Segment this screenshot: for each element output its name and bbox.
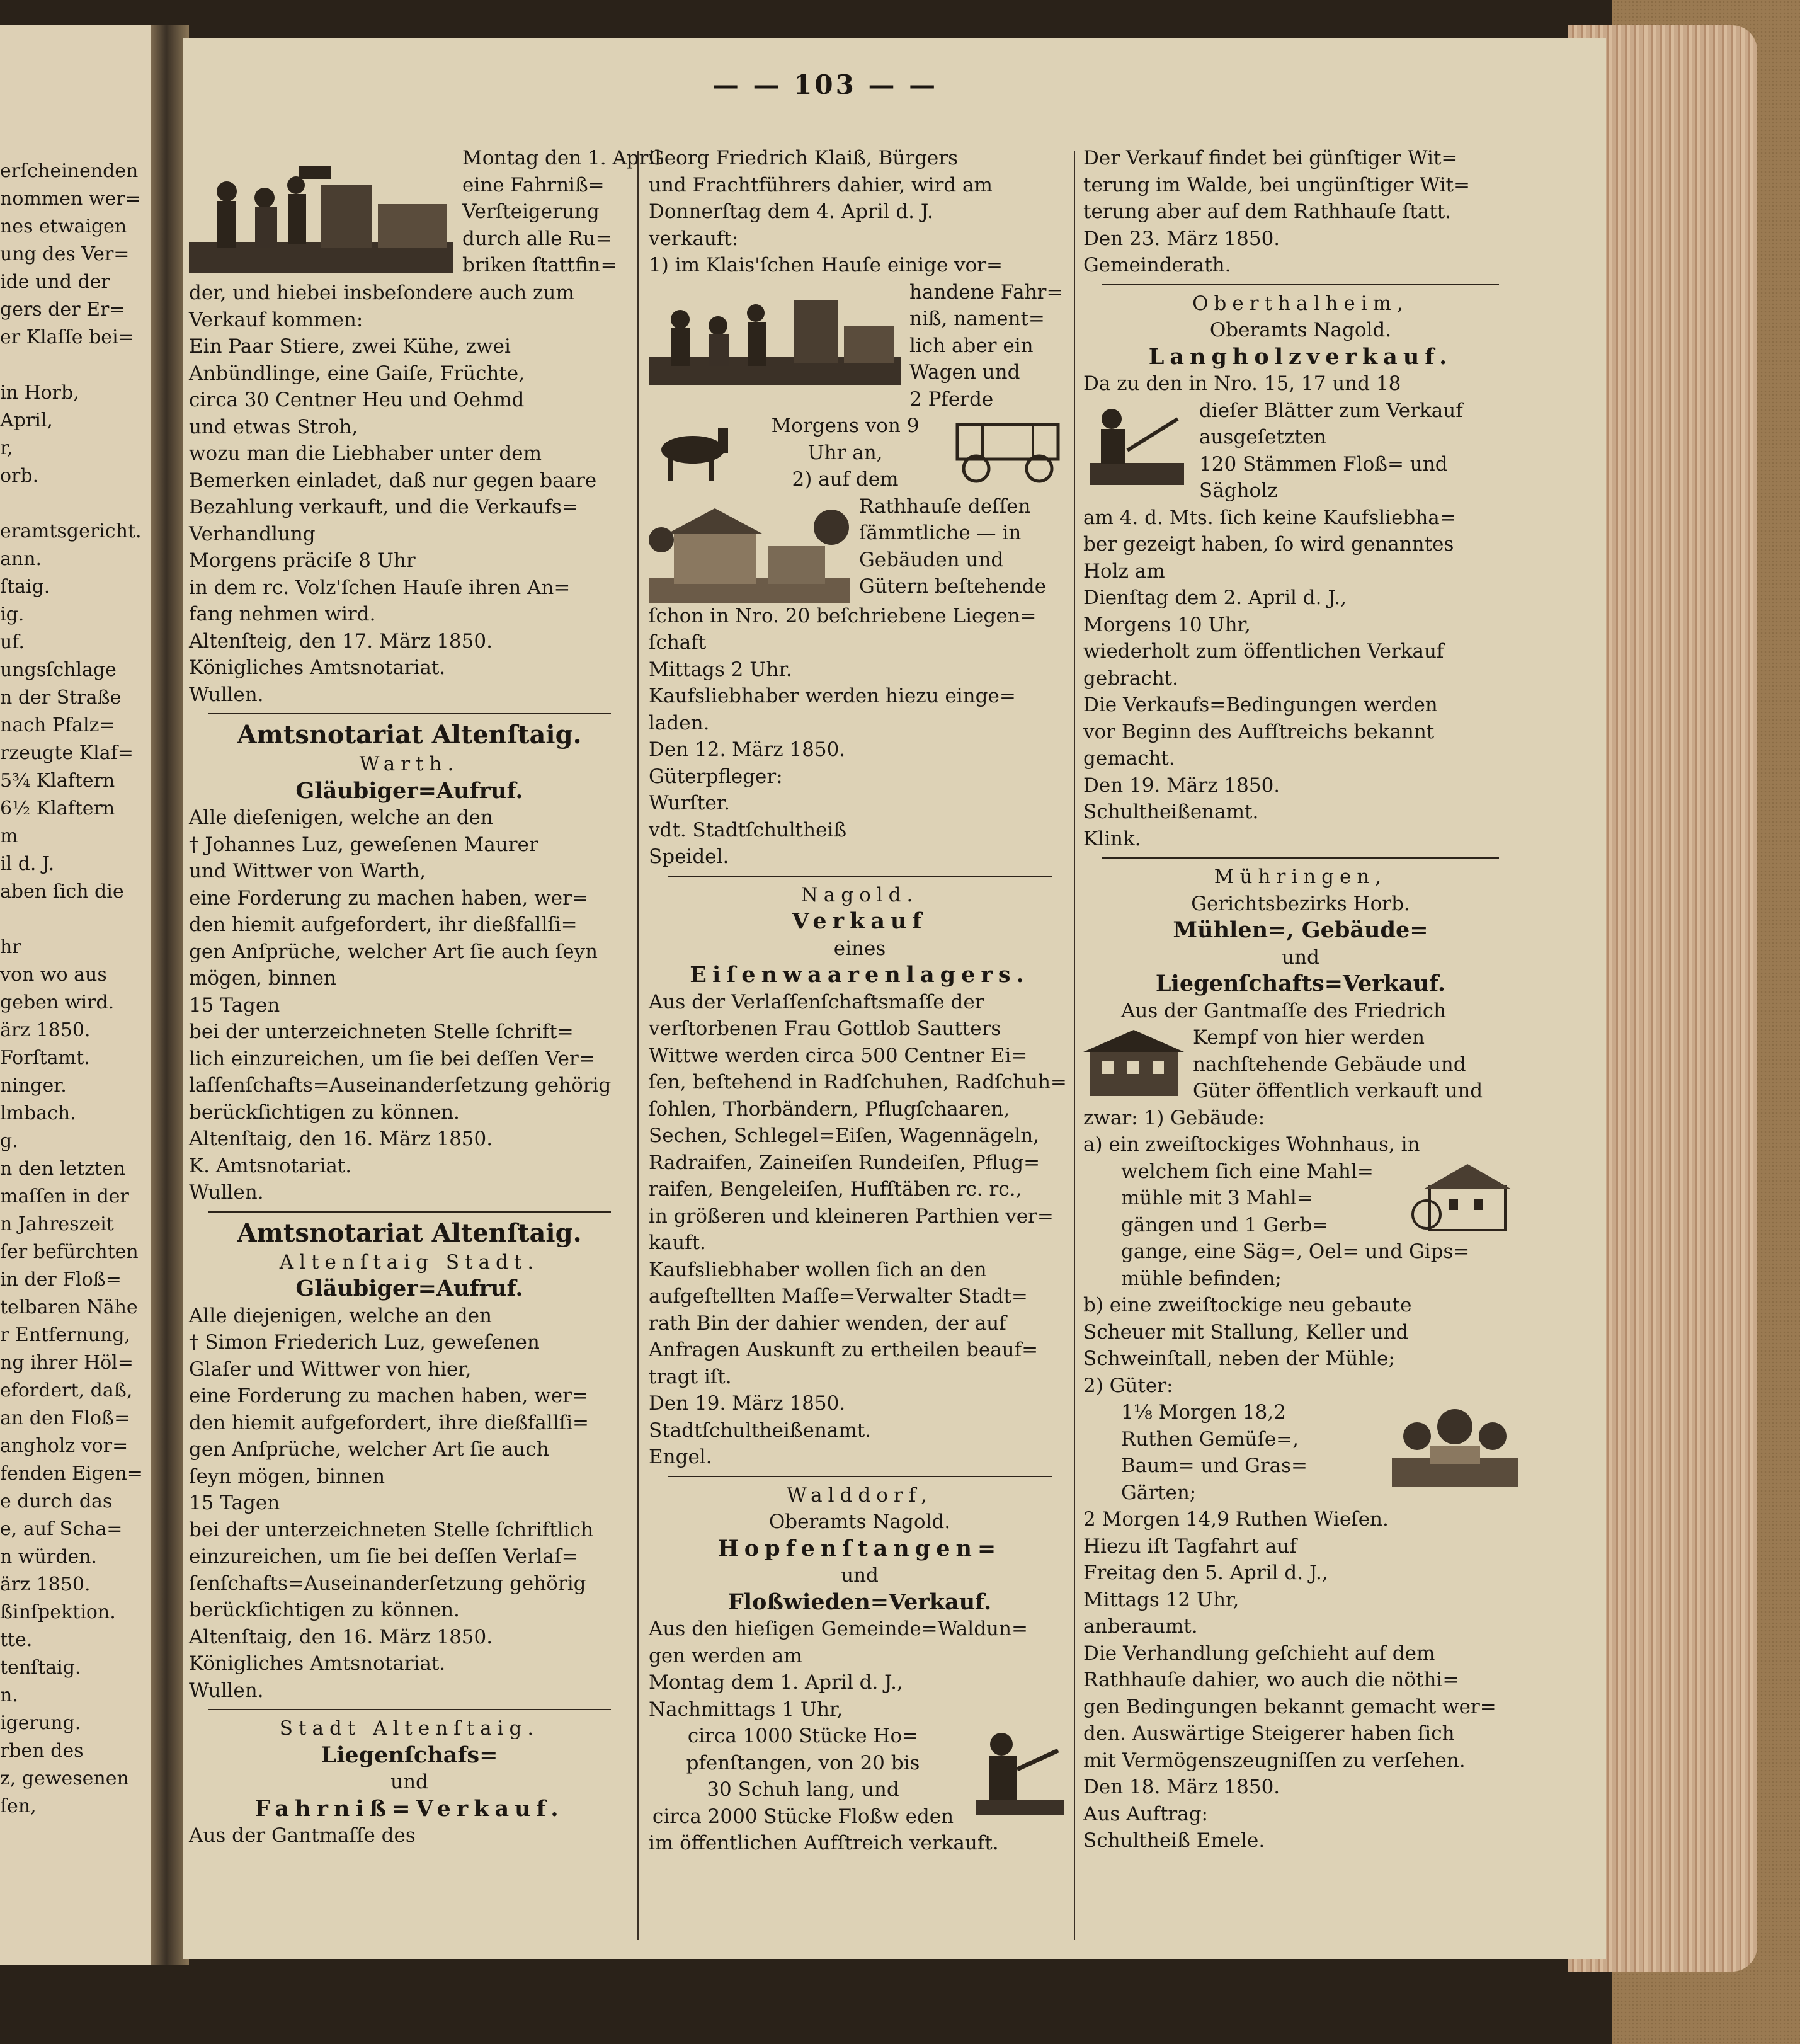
text-line: 1⅛ Morgen 18,2 (1121, 1401, 1286, 1424)
notice-glaeubiger-warth (189, 719, 630, 1206)
prev-page-line: nes etwaigen (0, 215, 127, 237)
prev-page-line: ng ihrer Höl= (0, 1352, 134, 1374)
text-line: Stadtſchultheißenamt. (649, 1419, 872, 1442)
text-line: Montag dem 1. April d. J., (649, 1671, 903, 1694)
notice-verkauf-wald (1083, 145, 1518, 279)
text-line: Verhandlung (189, 522, 316, 545)
text-line: Sägholz (1199, 479, 1278, 502)
column-rule-1 (637, 151, 639, 1940)
text-line: ſämmtliche — in (859, 522, 1022, 544)
text-line: Rathhauſe deſſen (859, 494, 1031, 518)
prev-page-line (0, 351, 154, 379)
text-line: 2 Pferde (909, 387, 994, 411)
text-line: b) eine zweiſtockige neu gebaute (1083, 1294, 1412, 1316)
text-line: Gebäuden und (859, 548, 1004, 571)
text-line: gange, eine Säg=, Oel= und Gips= (1121, 1240, 1470, 1263)
text-line: a) ein zweiſtockiges Wohnhaus, in (1083, 1133, 1420, 1156)
notice-heading: Eiſenwaarenlagers. (690, 962, 1030, 988)
notice-liegenschafts-verkauf (189, 1715, 630, 1849)
notice-heading: Floßwieden=Verkauf. (727, 1589, 992, 1615)
notice-heading: Mühlen=, Gebäude= (1173, 917, 1428, 943)
text-line: gen Anſprüche, welcher Art ſie auch (189, 1438, 549, 1461)
text-line: und etwas Stroh, (189, 415, 358, 438)
prev-page-line: ſer befürchten (0, 1241, 139, 1263)
text-line: bei der unterzeichneten Stelle ſchriftlich (189, 1518, 593, 1541)
prev-page-line: von wo aus (0, 964, 107, 986)
prev-page-line (0, 906, 154, 934)
text-line: handene Fahr= (909, 280, 1063, 304)
text-line: 2) Güter: (1083, 1374, 1173, 1397)
prev-page-line: rben des (0, 1740, 84, 1762)
notice-place: Stadt Altenſtaig. (279, 1717, 540, 1740)
column-1 (189, 145, 661, 1849)
text-line: gen Bedingungen bekannt gemacht wer= (1083, 1695, 1496, 1718)
text-line: Bezahlung verkauft, und die Verkaufs= (189, 496, 578, 518)
text-line: Rathhauſe dahier, wo auch die nöthi= (1083, 1669, 1459, 1691)
prev-page-line: n. (0, 1684, 18, 1706)
text-line: mögen, binnen (189, 967, 336, 990)
prev-page-line: ung des Ver= (0, 243, 130, 265)
prev-page-line: n würden. (0, 1546, 98, 1568)
text-line: wozu man die Liebhaber unter dem (189, 442, 542, 465)
text-line: niß, nament= (909, 307, 1045, 330)
text-line: gebracht. (1083, 666, 1178, 690)
prev-page-line: r Entfernung, (0, 1324, 131, 1346)
prev-page-line: telbaren Nähe (0, 1296, 138, 1318)
building-illustration (1083, 1027, 1184, 1102)
text-line: wiederholt zum öffentlichen Verkauf (1083, 640, 1444, 663)
prev-page-line: ungsſchlage (0, 659, 117, 681)
text-line: welchem ſich eine Mahl= (1121, 1160, 1374, 1183)
text-line: Schweinſtall, neben der Mühle; (1083, 1347, 1395, 1370)
column-2 (649, 145, 1071, 1857)
text-line: Freitag den 5. April d. J., (1083, 1562, 1328, 1584)
notice-subplace: Gerichtsbezirks Horb. (1191, 892, 1410, 915)
prev-page-line: n der Straße (0, 687, 122, 709)
text-line: Ruthen Gemüſe=, (1121, 1427, 1299, 1451)
text-line: Georg Friedrich Klaiß, Bürgers (649, 147, 959, 169)
text-line: Den 18. März 1850. (1083, 1776, 1280, 1798)
text-line: anberaumt. (1083, 1615, 1198, 1638)
text-line: Gütern beſtehende (859, 575, 1047, 598)
prev-page-line: gers der Er= (0, 299, 125, 321)
household-goods-illustration (649, 282, 901, 389)
text-line: ſenſchafts=Auseinanderſetzung gehörig (189, 1572, 586, 1595)
prev-page-line: geben wird. (0, 991, 115, 1013)
notice-hopfenstangen (649, 1482, 1071, 1857)
notice-auction-fahrnis (189, 145, 661, 708)
notice-heading: Fahrniß=Verkauf. (254, 1795, 564, 1822)
text-line: Da zu den in Nro. 15, 17 und 18 (1083, 372, 1401, 395)
text-line: Der Verkauf findet bei günſtiger Wit= (1083, 147, 1458, 169)
text-line: Engel. (649, 1446, 712, 1468)
text-line: Montag den 1. April (462, 147, 661, 169)
text-line: Kempf von hier werden (1193, 1026, 1425, 1049)
text-line: terung aber auf dem Rathhauſe ſtatt. (1083, 200, 1452, 223)
text-line: Verſteigerung (462, 200, 600, 223)
prev-page-line: fenden Eigen= (0, 1463, 143, 1485)
text-line: Schultheißenamt. (1083, 801, 1259, 823)
text-line: Wurſter. (649, 792, 730, 814)
text-line: Altenſteig, den 17. März 1850. (189, 629, 493, 653)
notice-place: Altenſtaig Stadt. (279, 1250, 540, 1274)
text-line: Klink. (1083, 827, 1141, 850)
prev-page-line: n Jahreszeit (0, 1213, 114, 1235)
text-line: einzureichen, um ſie bei deſſen Verlaſ= (189, 1545, 578, 1568)
text-line: in größeren und kleineren Parthien ver= (649, 1204, 1054, 1228)
text-line: Die Verhandlung geſchieht auf dem (1083, 1641, 1435, 1665)
text-line: Morgens präciſe 8 Uhr (189, 549, 416, 572)
text-line: circa 1000 Stücke Ho= (687, 1725, 919, 1747)
page-number: — — 103 — — (712, 69, 938, 100)
text-line: gängen und 1 Gerb= (1121, 1213, 1329, 1236)
prev-page-line: tenſtaig. (0, 1657, 81, 1679)
text-line: Hiezu iſt Tagfahrt auf (1083, 1534, 1297, 1558)
text-line: aufgeſtellten Maſſe=Verwalter Stadt= (649, 1285, 1028, 1308)
prev-page-line: ärz 1850. (0, 1573, 91, 1596)
notice-title: Amtsnotariat Altenſtaig. (237, 1218, 582, 1248)
text-line: gen werden am (649, 1644, 802, 1667)
text-line: und Wittwer von Warth, (189, 860, 426, 882)
text-line: der, und hiebei insbeſondere auch zum (189, 282, 574, 304)
text-line: 15 Tagen (189, 1492, 280, 1514)
text-line: Aus der Gantmaſſe des Friedrich (1121, 999, 1447, 1022)
text-line: mühle befinden; (1121, 1267, 1282, 1290)
text-line: terung im Walde, bei ungünſtiger Wit= (1083, 173, 1470, 197)
previous-page-fragment (0, 25, 154, 1965)
text-line: den. Auswärtige Steigerer haben ſich (1083, 1722, 1455, 1745)
notice-heading: Liegenſchafs= (321, 1742, 498, 1768)
text-line: Kaufsliebhaber werden hiezu einge= (649, 685, 1016, 707)
prev-page-line: in der Floß= (0, 1269, 122, 1291)
text-line: Anfragen Auskunft zu ertheilen beauf= (649, 1339, 1039, 1361)
prev-page-line: r, (0, 437, 13, 459)
text-line: Wullen. (189, 1181, 264, 1204)
prev-page-line: nach Pfalz= (0, 714, 115, 736)
notice-conjunction: und (390, 1771, 428, 1793)
notice-subplace: Oberamts Nagold. (1209, 319, 1392, 341)
text-line: Sechen, Schlegel=Eiſen, Wagennägeln, (649, 1124, 1040, 1147)
prev-page-line: erſcheinenden (0, 160, 139, 182)
text-line: Aus der Gantmaſſe des (189, 1824, 416, 1847)
text-line: Uhr an, (807, 441, 883, 464)
prev-page-line: 6½ Klaftern (0, 797, 115, 819)
text-line: eine Fahrniß= (462, 173, 605, 197)
prev-page-line: orb. (0, 465, 39, 487)
text-line: Wullen. (189, 683, 264, 706)
text-line: raifen, Bengeleiſen, Hufſtäben rc. rc., (649, 1178, 1022, 1201)
text-line: Königliches Amtsnotariat. (189, 656, 446, 679)
prev-page-line: an den Floß= (0, 1407, 130, 1429)
text-line: † Simon Friederich Luz, geweſenen (189, 1331, 540, 1354)
text-line: Radraifen, Zaineiſen Rundeiſen, Pflug= (649, 1151, 1040, 1174)
text-line: Mittags 2 Uhr. (649, 658, 792, 681)
prev-page-line: igerung. (0, 1712, 81, 1734)
prev-page-line: angholz vor= (0, 1435, 128, 1457)
text-line: Glaſer und Wittwer von hier, (189, 1357, 472, 1381)
text-line: Königliches Amtsnotariat. (189, 1652, 446, 1675)
column-3 (1083, 145, 1518, 1854)
prev-page-line: g. (0, 1130, 18, 1152)
text-line: im öffentlichen Aufſtreich verkauft. (649, 1832, 999, 1854)
text-line: vdt. Stadtſchultheiß (649, 818, 847, 842)
text-line: 120 Stämmen Floß= und (1199, 452, 1448, 476)
notice-conjunction: und (841, 1564, 879, 1587)
text-line: dieſer Blätter zum Verkauf (1199, 399, 1463, 422)
notice-heading: Gläubiger=Aufruf. (295, 1276, 523, 1301)
text-line: Alle diejenigen, welche an den (189, 1304, 492, 1327)
prev-page-line: hr (0, 936, 21, 958)
prev-page-line: ärz 1850. (0, 1019, 91, 1041)
text-line: Holz am (1083, 559, 1165, 583)
text-line: Wittwe werden circa 500 Centner Ei= (649, 1044, 1028, 1067)
prev-page-line: Forſtamt. (0, 1047, 90, 1069)
garden-illustration (1392, 1402, 1518, 1490)
text-line: lich aber ein (909, 334, 1034, 357)
text-line: Den 12. März 1850. (649, 738, 846, 761)
text-line: Den 19. März 1850. (1083, 774, 1280, 797)
text-line: ſchon in Nro. 20 beſchriebene Liegen= (649, 604, 1037, 627)
prev-page-line: tte. (0, 1629, 33, 1651)
text-line: circa 2000 Stücke Floßw eden (652, 1805, 954, 1828)
prev-page-line: ann. (0, 548, 42, 570)
notice-place: Mühringen, (1214, 865, 1387, 888)
prev-page-line: lmbach. (0, 1102, 76, 1124)
notice-langholz (1083, 290, 1518, 853)
text-line: gemacht. (1083, 747, 1175, 770)
text-line: Speidel. (649, 845, 729, 868)
text-line: nachſtehende Gebäude und (1193, 1053, 1466, 1076)
text-line: Aus Auftrag: (1083, 1802, 1208, 1825)
text-line: Dienſtag dem 2. April d. J., (1083, 586, 1347, 609)
page-number-value: 103 (794, 69, 857, 100)
text-line: Nachmittags 1 Uhr, (649, 1698, 843, 1721)
text-line: eine Forderung zu machen haben, wer= (189, 1385, 588, 1407)
woodcutter-illustration (964, 1725, 1071, 1820)
text-line: Altenſtaig, den 16. März 1850. (189, 1128, 493, 1150)
notice-place: Walddorf, (787, 1483, 933, 1507)
notice-heading: Hopfenſtangen= (717, 1535, 1002, 1562)
text-line: kauft. (649, 1231, 707, 1254)
prev-page-line: nommen wer= (0, 188, 141, 210)
prev-page-line: maſſen in der (0, 1185, 129, 1208)
prev-page-line: ßinſpektion. (0, 1601, 116, 1623)
notice-conjunction: und (1282, 945, 1319, 969)
text-line: zwar: 1) Gebäude: (1083, 1106, 1265, 1129)
notice-heading: Liegenſchafts=Verkauf. (1155, 971, 1446, 996)
notice-glaeubiger-altenstaig (189, 1218, 630, 1704)
text-line: Aus der Verlaſſenſchaftsmaſſe der (649, 990, 984, 1013)
text-line: Baum= und Gras= (1121, 1454, 1308, 1477)
prev-page-line: ig. (0, 603, 25, 625)
text-line: Gärten; (1121, 1481, 1197, 1504)
text-line: † Johannes Luz, geweſenen Maurer (189, 833, 538, 856)
text-line: lich einzureichen, um ſie bei deſſen Ver= (189, 1047, 595, 1070)
text-line: 1) im Klais'ſchen Hauſe einige vor= (649, 254, 1003, 277)
text-line: ſohlen, Thorbändern, Pflugſchaaren, (649, 1097, 1010, 1121)
text-line: ſeyn mögen, binnen (189, 1464, 385, 1488)
notice-heading: Gläubiger=Aufruf. (295, 777, 523, 804)
text-line: Kaufsliebhaber wollen ſich an den (649, 1258, 987, 1281)
text-line: 15 Tagen (189, 993, 280, 1017)
prev-page-line: efordert, daß, (0, 1379, 133, 1402)
text-line: fang nehmen wird. (189, 603, 376, 625)
text-line: den hiemit aufgefordert, ihr dießfallſi= (189, 913, 578, 936)
text-line: tragt iſt. (649, 1365, 732, 1388)
mill-house-illustration (1411, 1161, 1518, 1236)
text-line: 2) auf dem (792, 468, 899, 491)
text-line: Bemerken einladet, daß nur gegen baare (189, 469, 597, 492)
notice-eisenwaaren (649, 882, 1071, 1471)
prev-page-line: ſen, (0, 1795, 37, 1817)
text-line: Aus den hieſigen Gemeinde=Waldun= (649, 1618, 1028, 1640)
text-line: Wullen. (189, 1679, 264, 1702)
text-line: Wagen und (909, 361, 1020, 384)
prev-page-line: ninger. (0, 1075, 67, 1097)
text-line: Gemeinderath. (1083, 254, 1231, 277)
text-line: Den 23. März 1850. (1083, 227, 1280, 250)
text-line: vor Beginn des Aufſtreichs bekannt (1083, 720, 1435, 743)
prev-page-line: April, (0, 409, 53, 431)
text-line: laſſenſchafts=Auseinanderſetzung gehörig (189, 1074, 612, 1097)
notice-subplace: Oberamts Nagold. (768, 1510, 951, 1533)
text-line: in dem rc. Volz'ſchen Hauſe ihren An= (189, 576, 571, 599)
farm-buildings-illustration (649, 496, 850, 603)
column-rule-2 (1074, 151, 1075, 1940)
text-line: pfenſtangen, von 20 bis (686, 1751, 920, 1774)
prev-page-line: n den letzten (0, 1158, 126, 1180)
prev-page-line: uf. (0, 631, 25, 653)
notice-conjunction: eines (833, 937, 886, 960)
text-line: verſtorbenen Frau Gottlob Sautters (649, 1017, 1001, 1040)
log-cutter-illustration (1083, 400, 1190, 488)
prev-page-line: m (0, 825, 18, 847)
prev-page-line: 5¾ Klaftern (0, 770, 115, 792)
prev-page-line: rzeugte Klaf= (0, 742, 134, 764)
notice-place: Warth. (359, 753, 460, 775)
text-line: Scheuer mit Stallung, Keller und (1083, 1320, 1409, 1344)
carriage-illustration (945, 415, 1071, 484)
text-line: Anbündlinge, eine Gaiſe, Früchte, (189, 362, 525, 385)
notice-heading: Verkauf (792, 908, 928, 934)
notice-place: Oberthalheim, (1192, 292, 1409, 315)
text-line: Verkauf kommen: (189, 308, 363, 331)
text-line: gen Anſprüche, welcher Art ſie auch ſeyn (189, 940, 598, 963)
text-line: bei der unterzeichneten Stelle ſchrift= (189, 1020, 574, 1043)
text-line: eine Forderung zu machen haben, wer= (189, 886, 588, 910)
text-line: circa 30 Centner Heu und Oehmd (189, 389, 525, 411)
text-line: Alle dieſenigen, welche an den (189, 806, 493, 829)
notice-place: Nagold. (800, 883, 919, 906)
text-line: verkauft: (649, 227, 739, 250)
text-line: ſchaft (649, 631, 707, 654)
text-line: berückſichtigen zu können. (189, 1100, 460, 1124)
text-line: ſen, beſtehend in Radſchuhen, Radſchuh= (649, 1071, 1067, 1093)
notice-heading: Langholzverkauf. (1148, 343, 1453, 370)
text-line: laden. (649, 711, 710, 734)
text-line: Morgens 10 Uhr, (1083, 613, 1251, 636)
text-line: Die Verkaufs=Bedingungen werden (1083, 694, 1438, 716)
text-line: am 4. d. Mts. ſich keine Kaufsliebha= (1083, 506, 1456, 529)
text-line: rath Bin der dahier wenden, der auf (649, 1311, 1006, 1335)
prev-page-line: e, auf Scha= (0, 1518, 123, 1540)
text-line: durch alle Ru= (462, 227, 612, 250)
prev-page-line: in Horb, (0, 382, 79, 404)
prev-page-line: ide und der (0, 271, 110, 293)
horse-illustration (649, 415, 743, 484)
text-line: K. Amtsnotariat. (189, 1154, 352, 1177)
text-line: ber gezeigt haben, ſo wird genanntes (1083, 533, 1454, 556)
text-line: mit Vermögenszeugniſſen zu verſehen. (1083, 1749, 1466, 1772)
text-line: Morgens von 9 (771, 414, 920, 437)
prev-page-line: aben ſich die (0, 881, 124, 903)
text-line: Mittags 12 Uhr, (1083, 1588, 1239, 1611)
notice-klaiss-verkauf (649, 145, 1071, 871)
text-line: Donnerſtag dem 4. April d. J. (649, 200, 933, 223)
prev-page-line: eramtsgericht. (0, 520, 142, 542)
prev-page-line: er Klaſſe bei= (0, 326, 134, 348)
text-line: und Frachtführers dahier, wird am (649, 173, 993, 197)
text-line: Schultheiß Emele. (1083, 1829, 1265, 1852)
text-line: berückſichtigen zu können. (189, 1599, 460, 1621)
prev-page-line: il d. J. (0, 853, 55, 875)
text-line: Ein Paar Stiere, zwei Kühe, zwei (189, 335, 511, 358)
text-line: 30 Schuh lang, und (707, 1778, 899, 1801)
text-line: Altenſtaig, den 16. März 1850. (189, 1625, 493, 1648)
prev-page-line: z, gewesenen (0, 1767, 129, 1790)
text-line: 2 Morgen 14,9 Ruthen Wieſen. (1083, 1508, 1389, 1531)
text-line: mühle mit 3 Mahl= (1121, 1187, 1313, 1209)
prev-page-line (0, 490, 154, 518)
auction-scene-illustration (189, 147, 453, 280)
notice-muehlen (1083, 864, 1518, 1854)
prev-page-line: ſtaig. (0, 576, 50, 598)
text-line: Güterpfleger: (649, 765, 783, 788)
prev-page-line: e durch das (0, 1490, 113, 1512)
text-line: briken ſtattfin= (462, 254, 617, 277)
notice-title: Amtsnotariat Altenſtaig. (237, 720, 582, 750)
text-line: ausgeſetzten (1199, 426, 1326, 448)
text-line: Den 19. März 1850. (649, 1392, 846, 1415)
text-line: den hiemit aufgefordert, ihre dießfallſi= (189, 1411, 589, 1434)
text-line: Güter öffentlich verkauft und (1193, 1080, 1483, 1102)
